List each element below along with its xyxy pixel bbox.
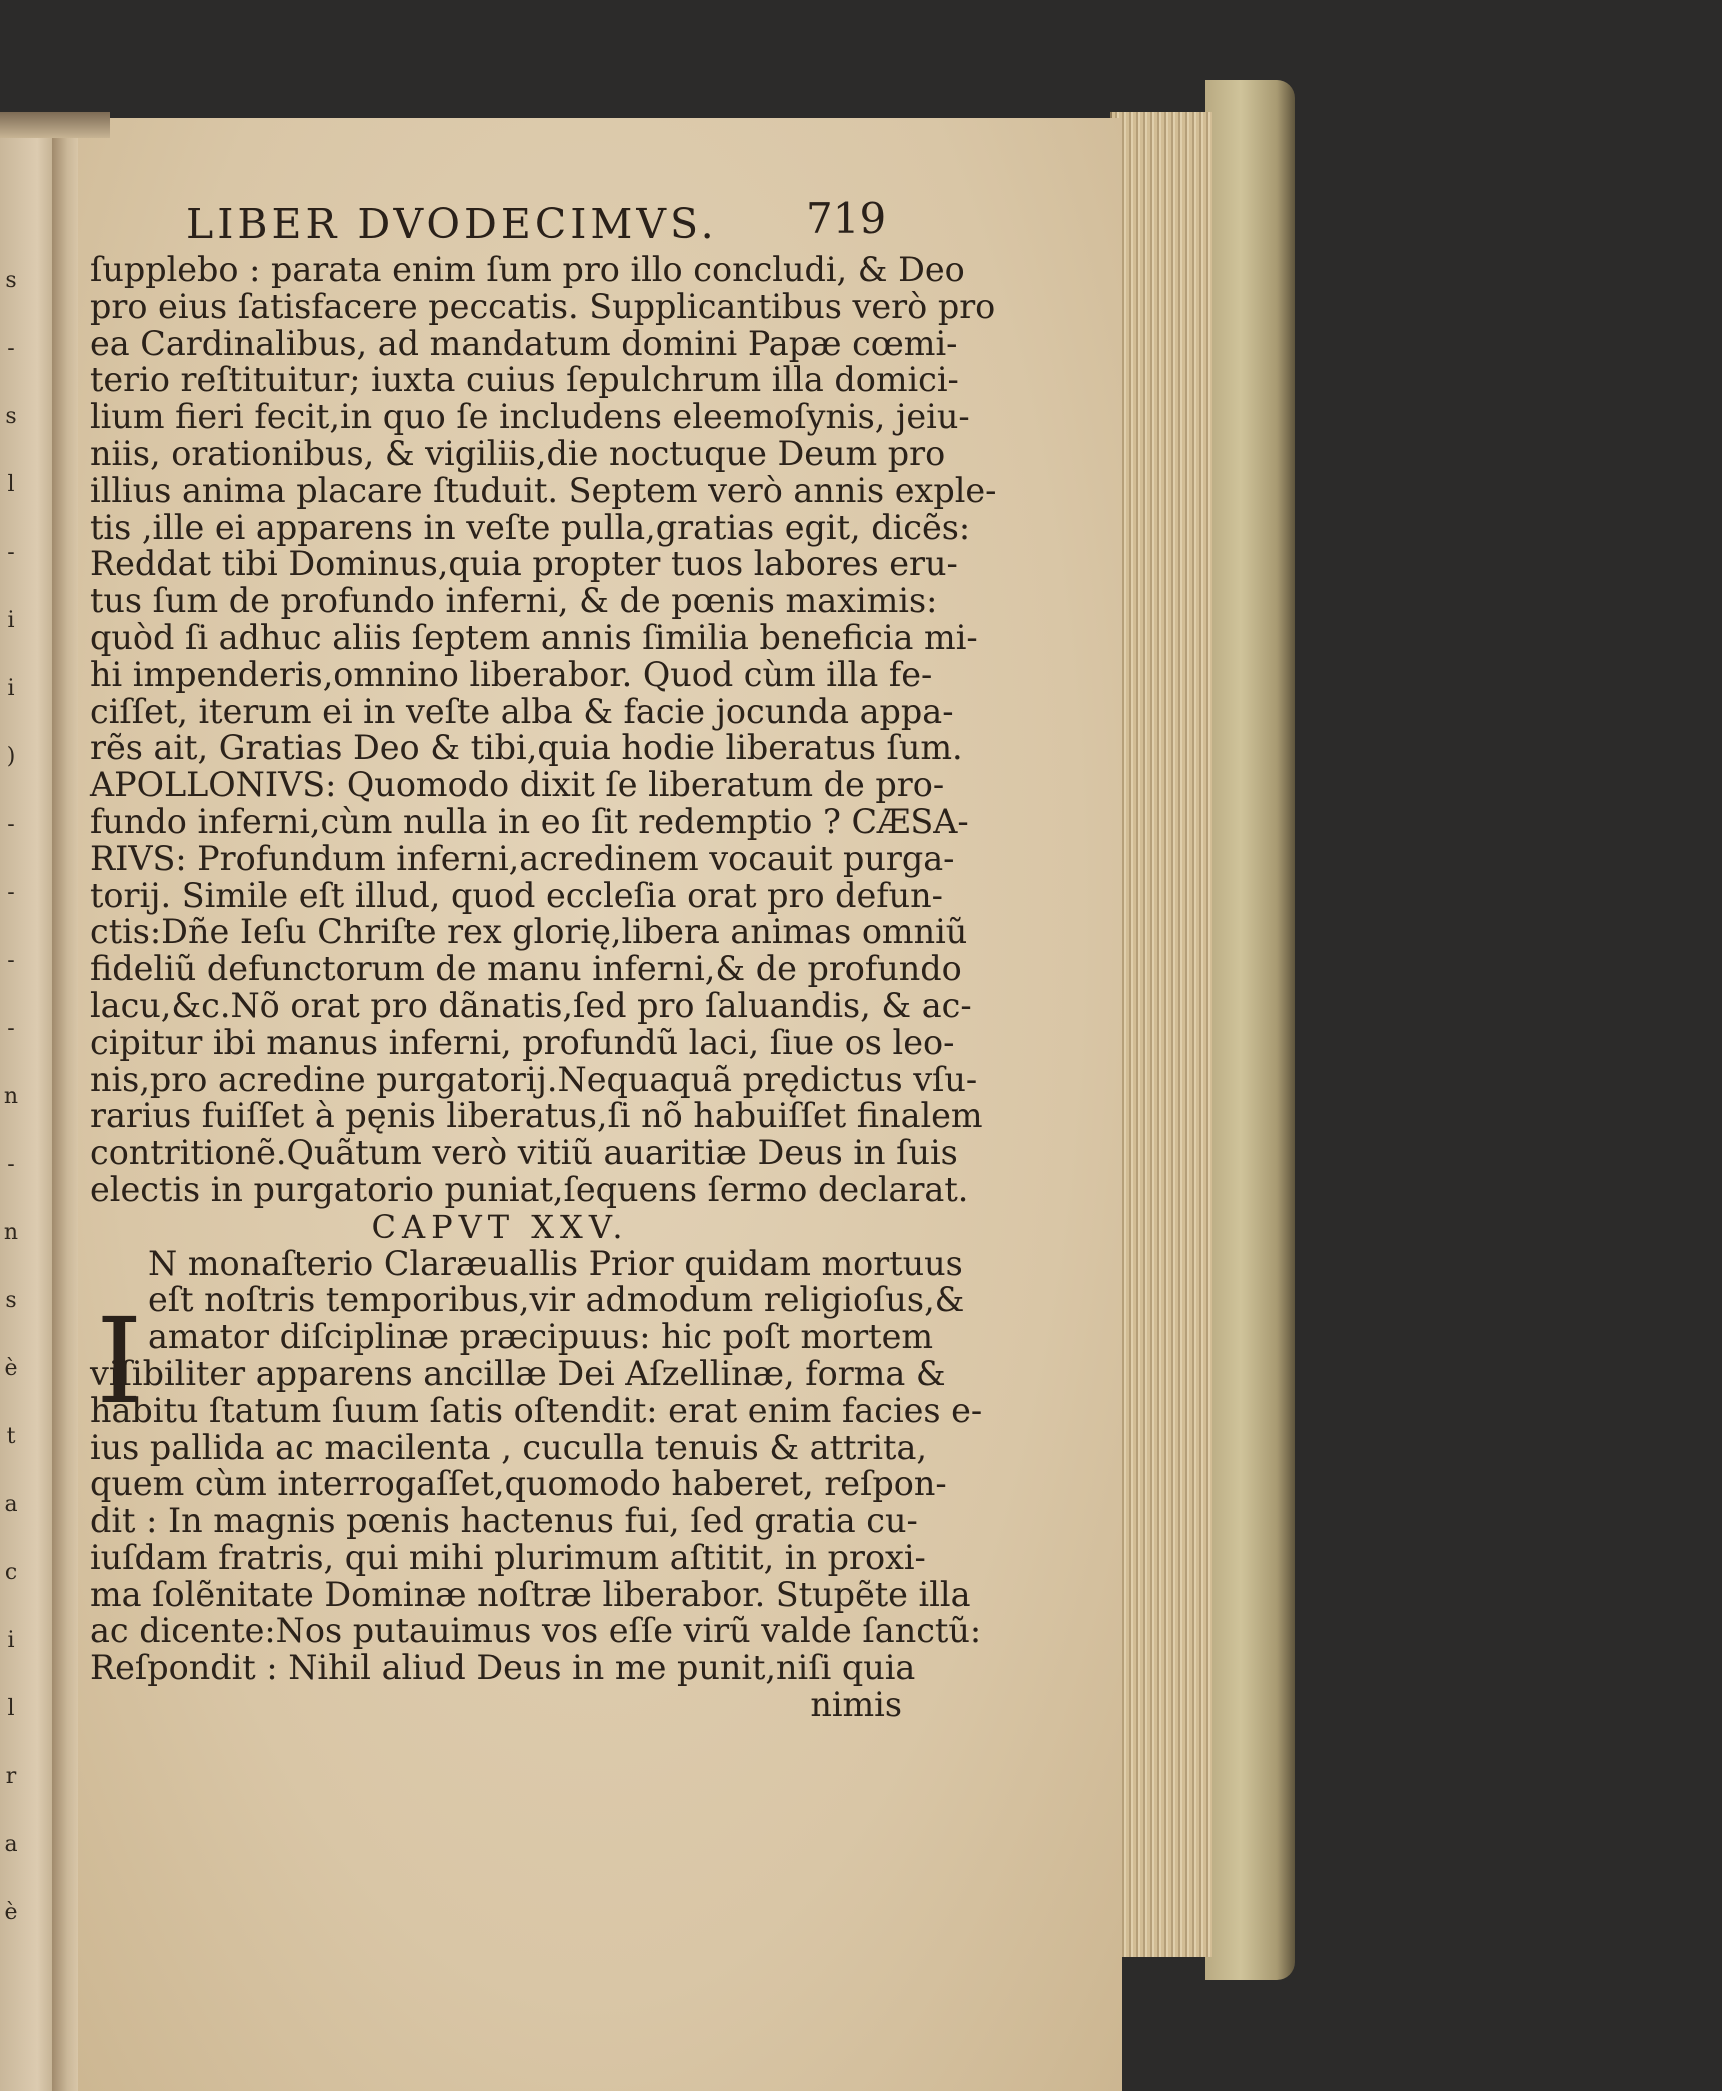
text-line: ius pallida ac macilenta , cuculla tenuis & attrita, bbox=[90, 1427, 927, 1467]
text-line: ciſſet, iterum ei in veſte alba & facie jocunda appa- bbox=[90, 691, 954, 731]
text-line: habitu ſtatum ſuum ſatis oſtendit: erat enim facies e- bbox=[90, 1390, 983, 1430]
previous-page-fragment: i bbox=[7, 1628, 15, 1653]
text-line: APOLLONIVS: Quomodo dixit ſe liberatum de pro- bbox=[90, 765, 945, 805]
catchword: nimis bbox=[810, 1685, 902, 1725]
text-line: fideliũ defunctorum de manu inferni,& de profundo bbox=[90, 949, 962, 989]
previous-page-fragment: - bbox=[7, 336, 15, 361]
text-line: Reddat tibi Dominus,quia propter tuos labores eru- bbox=[90, 544, 958, 584]
previous-page-fragment: - bbox=[7, 540, 15, 565]
text-line: dit : In magnis pœnis hactenus fui, ſed gratia cu- bbox=[90, 1501, 918, 1541]
previous-page-fragment: n bbox=[3, 1220, 19, 1245]
text-line: N monaſterio Claræuallis Prior quidam mortuus bbox=[148, 1243, 963, 1283]
text-line: iuſdam fratris, qui mihi plurimum aſtitit, in proxi- bbox=[90, 1537, 926, 1577]
text-line: contritionẽ.Quãtum verò vitiũ auaritiæ Deus in ſuis bbox=[90, 1133, 958, 1173]
previous-page-fragment: n bbox=[3, 1084, 19, 1109]
text-line: electis in purgatorio puniat,ſequens ſermo declarat. bbox=[90, 1169, 969, 1209]
previous-page-fragment: l bbox=[7, 472, 15, 497]
text-line: nis,pro acredine purgatorij.Nequaquã prędictus vſu- bbox=[90, 1059, 978, 1099]
text-line: ea Cardinalibus, ad mandatum domini Papæ cœmi- bbox=[90, 323, 958, 363]
text-line: lium fieri fecit,in quo ſe includens eleemoſynis, jeiu- bbox=[90, 397, 970, 437]
previous-page-fragment: - bbox=[7, 948, 15, 973]
text-line: ma ſolẽnitate Dominæ noſtræ liberabor. Stupẽte illa bbox=[90, 1574, 971, 1614]
previous-page-fragment: è bbox=[4, 1356, 18, 1381]
text-line: Reſpondit : Nihil aliud Deus in me punit,niſi quia bbox=[90, 1648, 916, 1688]
drop-cap-initial: I bbox=[96, 1292, 143, 1430]
chapter-heading: CAPVT XXV. bbox=[371, 1207, 629, 1246]
previous-page-fragment: - bbox=[7, 1016, 15, 1041]
text-line: quòd ſi adhuc aliis ſeptem annis ſimilia beneficia mi- bbox=[90, 617, 978, 657]
text-line: niis, orationibus, & vigiliis,die noctuque Deum pro bbox=[90, 433, 946, 473]
text-line: illius anima placare ſtuduit. Septem verò annis exple- bbox=[90, 470, 997, 510]
previous-page-fragment: a bbox=[4, 1832, 18, 1857]
previous-page-fragment: è bbox=[4, 1900, 18, 1925]
previous-page-fragment: s bbox=[5, 268, 17, 293]
previous-page-fragment: l bbox=[7, 1696, 15, 1721]
text-line: amator diſciplinæ præcipuus: hic poſt mortem bbox=[148, 1317, 934, 1357]
book-spine bbox=[1205, 80, 1295, 1980]
text-line: ac dicente:Nos putauimus vos eſſe virũ valde ſanctũ: bbox=[90, 1611, 982, 1651]
text-line: cipitur ibi manus inferni, profundũ laci, ſiue os leo- bbox=[90, 1022, 955, 1062]
text-line: rẽs ait, Gratias Deo & tibi,quia hodie liberatus ſum. bbox=[90, 728, 963, 768]
previous-page-fragment: s bbox=[5, 404, 17, 429]
previous-page-fragment: t bbox=[6, 1424, 16, 1449]
text-line: hi impenderis,omnino liberabor. Quod cùm illa fe- bbox=[90, 654, 933, 694]
previous-page-fragment: i bbox=[7, 676, 15, 701]
text-line: tus ſum de profundo inferni, & de pœnis maximis: bbox=[90, 581, 938, 621]
page-text bbox=[90, 250, 997, 1725]
text-line: torij. Simile eſt illud, quod eccleſia orat pro defun- bbox=[90, 875, 943, 915]
text-line: fundo inferni,cùm nulla in eo ſit redemptio ? CÆSA- bbox=[90, 801, 969, 841]
text-line: terio reſtituitur; iuxta cuius ſepulchrum illa domici- bbox=[90, 360, 959, 400]
page-header bbox=[186, 194, 906, 256]
previous-page-fragment: c bbox=[4, 1560, 18, 1585]
page-block-edges bbox=[1110, 112, 1212, 1957]
text-line: viſibiliter apparens ancillæ Dei Aſzellinæ, forma & bbox=[90, 1353, 946, 1393]
text-line: ctis:Dñe Ieſu Chriſte rex glorię,libera animas omniũ bbox=[90, 912, 968, 952]
text-line: tis ,ille ei apparens in veſte pulla,gratias egit, dicẽs: bbox=[90, 507, 971, 547]
page-top-edge bbox=[0, 112, 110, 138]
text-line: pro eius ſatisfacere peccatis. Supplicantibus verò pro bbox=[90, 286, 996, 326]
previous-page-fragment: - bbox=[7, 812, 15, 837]
text-line: rarius fuiſſet à pęnis liberatus,ſi nõ habuiſſet finalem bbox=[90, 1096, 983, 1136]
running-head: LIBER DVODECIMVS. bbox=[186, 200, 718, 248]
previous-page-fragment: i bbox=[7, 608, 15, 633]
text-line: eſt noſtris temporibus,vir admodum religioſus,& bbox=[148, 1280, 965, 1320]
text-line: quem cùm interrogaſſet,quomodo haberet, reſpon- bbox=[90, 1464, 947, 1504]
previous-page-fragment: - bbox=[7, 880, 15, 905]
text-line: RIVS: Profundum inferni,acredinem vocauit purga- bbox=[90, 838, 955, 878]
previous-page-fragment: - bbox=[7, 1152, 15, 1177]
previous-page-fragment: ) bbox=[6, 744, 16, 769]
page-gutter bbox=[52, 118, 78, 2091]
text-line: ſupplebo : parata enim ſum pro illo concludi, & Deo bbox=[90, 250, 965, 289]
previous-page-fragment: s bbox=[5, 1288, 17, 1313]
previous-page-fragment: r bbox=[5, 1764, 17, 1789]
previous-page-fragment: a bbox=[4, 1492, 18, 1517]
page-number: 719 bbox=[806, 194, 887, 243]
text-line: lacu,&c.Nõ orat pro dãnatis,ſed pro ſaluandis, & ac- bbox=[90, 985, 972, 1025]
